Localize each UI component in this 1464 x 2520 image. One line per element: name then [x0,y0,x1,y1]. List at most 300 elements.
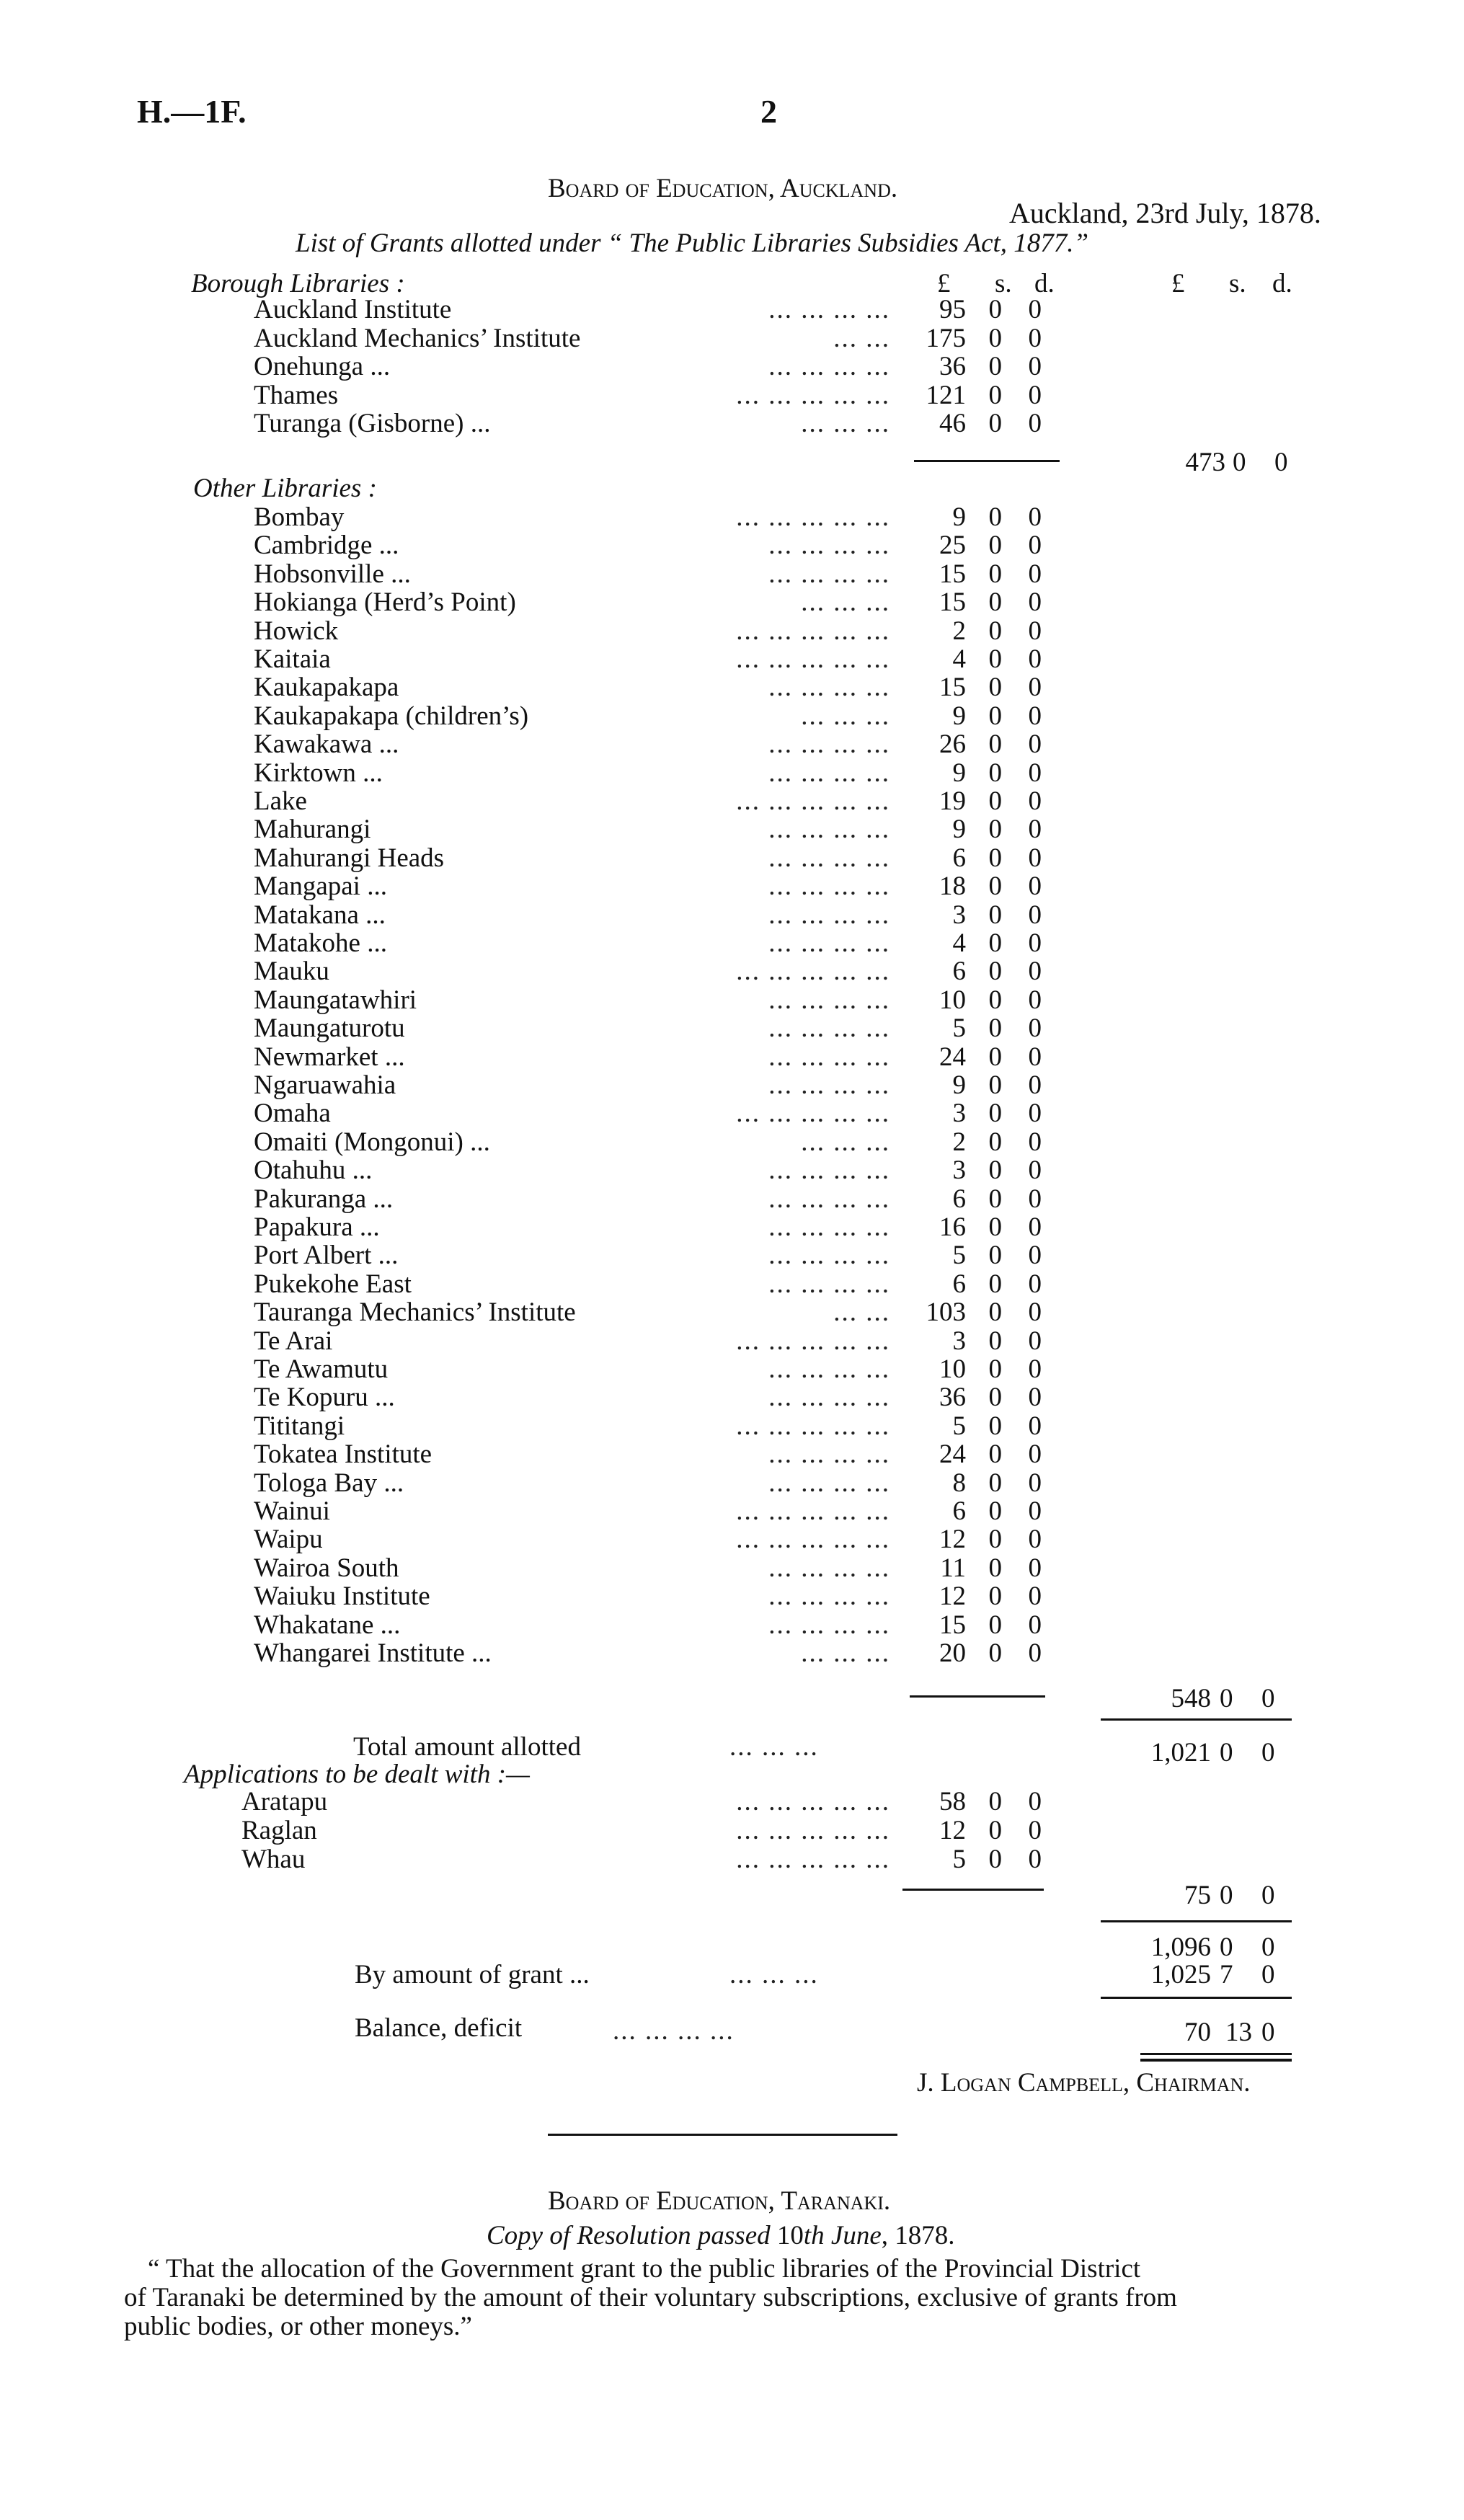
grand-total-rule [1101,1920,1292,1922]
auckland-dateline: Auckland, 23rd July, 1878. [1009,197,1321,229]
dot-leader: ... ... ... ... [768,1581,890,1612]
amount-pence: 0 [1028,1269,1042,1299]
resolution-subtitle [487,2220,955,2251]
amount-shillings: 0 [988,985,1002,1015]
dot-leader: ... ... ... ... ... [736,502,890,532]
amount-pence: 0 [1028,815,1042,845]
amount-pounds: 10 [939,985,966,1015]
total-allotted-shillings: 0 [1220,1738,1233,1767]
dot-leader: ... ... ... ... ... [736,644,890,674]
amount-shillings: 0 [988,1553,1002,1583]
amount-pence: 0 [1028,1411,1042,1441]
amount-pounds: 121 [926,380,966,410]
application-row [0,1788,1464,1816]
balance-pence: 0 [1261,2018,1275,2047]
amount-shillings: 0 [988,1326,1002,1356]
balance-label: Balance, deficit [355,2013,523,2043]
borough-library-row [0,409,1464,438]
resolution-text-line-1: “ That the allocation of the Government grant to the public libraries of the Provincial District [148,2254,1141,2284]
amount-shillings: 0 [988,928,1002,958]
amount-shillings: 0 [988,409,1002,438]
amount-pence: 0 [1028,957,1042,987]
amount-pence: 0 [1028,1241,1042,1271]
amount-pence: 0 [1028,295,1042,324]
amount-shillings: 0 [988,1127,1002,1157]
dot-leader: ... ... ... ... ... [736,957,890,987]
other-library-row [0,1185,1464,1214]
library-name: Thames [254,380,339,410]
library-name: Omaha [254,1099,331,1129]
other-total-pounds: 548 [1171,1684,1211,1713]
amount-pounds: 6 [952,843,966,873]
dot-leader: ... ... ... ... [768,1383,890,1413]
library-name: Waiuku Institute [254,1581,430,1612]
dot-leader: ... ... ... ... [768,815,890,845]
grand-total-shillings: 0 [1220,1933,1233,1962]
amount-pounds: 15 [939,559,966,589]
amount-shillings: 0 [988,701,1002,731]
library-name: Tologa Bay ... [254,1468,404,1498]
other-library-row [0,759,1464,788]
amount-pence: 0 [1028,758,1042,788]
dot-leader: ... ... ... ... [768,531,890,561]
dot-leader: ... ... ... ... [768,673,890,703]
amount-pence: 0 [1028,1845,1042,1874]
other-library-row [0,815,1464,844]
amount-shillings: 0 [988,871,1002,902]
resolution-subtitle-prefix: Copy of Resolution passed [487,2221,777,2250]
dot-leader: ... ... ... ... [768,1269,890,1299]
other-library-row [0,1213,1464,1242]
library-name: Onehunga ... [254,352,391,381]
amount-pounds: 4 [952,644,966,674]
amount-pounds: 6 [952,1184,966,1214]
amount-pounds: 6 [952,1496,966,1526]
other-library-row [0,730,1464,759]
amount-pounds: 5 [952,1411,966,1441]
amount-shillings: 0 [988,1269,1002,1299]
dot-leader: ... ... ... ... ... [736,1099,890,1129]
auckland-signature: J. Logan Campbell, Chairman. [917,2068,1251,2098]
col-heading-pounds: £ [937,269,951,298]
other-library-row [0,1298,1464,1327]
amount-shillings: 0 [988,1070,1002,1100]
amount-pence: 0 [1028,1013,1042,1044]
amount-shillings: 0 [988,1241,1002,1271]
other-library-row [0,1327,1464,1356]
amount-pounds: 15 [939,1610,966,1640]
other-library-row [0,1128,1464,1157]
amount-pence: 0 [1028,587,1042,618]
total-allotted-label: Total amount allotted [353,1732,581,1762]
amount-pence: 0 [1028,673,1042,703]
amount-pence: 0 [1028,1787,1042,1816]
amount-shillings: 0 [988,644,1002,674]
amount-pence: 0 [1028,1212,1042,1242]
dot-leader: ... ... ... ... [768,1439,890,1470]
amount-pounds: 3 [952,1326,966,1356]
total-allotted-leader: ... ... ... [729,1732,819,1762]
library-name: Mahurangi [254,815,371,845]
library-name: Waipu [254,1525,323,1555]
borough-library-row [0,381,1464,410]
amount-pounds: 20 [939,1638,966,1668]
library-name: Kaitaia [254,644,331,674]
other-library-row [0,957,1464,986]
amount-shillings: 0 [988,843,1002,873]
amount-shillings: 0 [988,1468,1002,1498]
other-library-row [0,645,1464,674]
amount-shillings: 0 [988,900,1002,930]
col-heading-pence-total: d. [1272,269,1292,298]
amount-pence: 0 [1028,1184,1042,1214]
dot-leader: ... ... ... ... [768,1212,890,1242]
dot-leader: ... ... ... [801,409,890,438]
other-library-row [0,1611,1464,1640]
borough-total-pounds: 473 [1185,448,1225,477]
page-reference: H.—1F. [137,93,247,130]
amount-pounds: 3 [952,1099,966,1129]
amount-shillings: 0 [988,1610,1002,1640]
balance-double-rule-bottom [1140,2059,1292,2062]
applications-total-shillings: 0 [1220,1881,1233,1910]
library-name: Bombay [254,502,345,532]
application-row [0,1845,1464,1874]
by-grant-shillings: 7 [1220,1960,1233,1989]
amount-pence: 0 [1028,502,1042,532]
library-name: Whau [241,1845,306,1874]
library-name: Papakura ... [254,1212,380,1242]
amount-pence: 0 [1028,1297,1042,1328]
amount-shillings: 0 [988,1383,1002,1413]
library-name: Mangapai ... [254,871,387,902]
amount-pounds: 36 [939,1383,966,1413]
amount-pounds: 103 [926,1297,966,1328]
other-library-row [0,1355,1464,1384]
amount-pounds: 9 [952,815,966,845]
dot-leader: ... ... ... ... [768,1241,890,1271]
dot-leader: ... ... ... ... ... [736,1845,890,1874]
amount-pence: 0 [1028,1816,1042,1845]
amount-pence: 0 [1028,1326,1042,1356]
other-library-row [0,1156,1464,1185]
dot-leader: ... ... ... ... [768,1610,890,1640]
other-library-row [0,787,1464,816]
amount-shillings: 0 [988,1155,1002,1186]
grand-total-pence: 0 [1261,1933,1275,1962]
other-library-row [0,1071,1464,1100]
dot-leader: ... ... ... ... ... [736,1326,890,1356]
library-name: Kawakawa ... [254,729,399,760]
page-number: 2 [760,93,777,130]
amount-pounds: 8 [952,1468,966,1498]
library-name: Te Kopuru ... [254,1383,395,1413]
amount-pence: 0 [1028,644,1042,674]
amount-pence: 0 [1028,871,1042,902]
other-library-row [0,986,1464,1015]
library-name: Auckland Mechanics’ Institute [254,323,581,353]
dot-leader: ... ... ... ... [768,1042,890,1072]
amount-pence: 0 [1028,323,1042,353]
library-name: Port Albert ... [254,1241,399,1271]
library-name: Wainui [254,1496,330,1526]
by-grant-pence: 0 [1261,1960,1275,1989]
amount-shillings: 0 [988,559,1002,589]
borough-subtotal-rule [914,460,1060,462]
library-name: Cambridge ... [254,531,399,561]
dot-leader: ... ... ... ... [768,928,890,958]
library-name: Tauranga Mechanics’ Institute [254,1297,576,1328]
other-library-row [0,1525,1464,1554]
by-grant-leader: ... ... ... [729,1960,819,1989]
library-name: Te Awamutu [254,1354,389,1384]
library-name: Howick [254,616,339,646]
col-heading-shillings-total: s. [1229,269,1246,298]
amount-pounds: 2 [952,616,966,646]
grand-total-pounds: 1,096 [1150,1933,1211,1962]
library-name: Kirktown ... [254,758,383,788]
amount-pounds: 10 [939,1354,966,1384]
dot-leader: ... ... ... [801,701,890,731]
amount-pence: 0 [1028,985,1042,1015]
amount-shillings: 0 [988,1184,1002,1214]
amount-shillings: 0 [988,1787,1002,1816]
amount-shillings: 0 [988,1099,1002,1129]
amount-pounds: 16 [939,1212,966,1242]
amount-pounds: 5 [952,1241,966,1271]
amount-pounds: 175 [926,323,966,353]
amount-pounds: 12 [939,1581,966,1612]
dot-leader: ... ... ... ... [768,758,890,788]
amount-pence: 0 [1028,1354,1042,1384]
dot-leader: ... ... ... ... [768,1184,890,1214]
dot-leader: ... ... ... ... ... [736,786,890,816]
amount-pence: 0 [1028,559,1042,589]
library-name: Lake [254,786,307,816]
amount-pounds: 12 [939,1525,966,1555]
amount-pounds: 9 [952,701,966,731]
amount-pence: 0 [1028,1155,1042,1186]
total-allotted-pounds: 1,021 [1150,1738,1211,1767]
section-separator [548,2134,897,2136]
library-name: Pakuranga ... [254,1184,394,1214]
amount-pence: 0 [1028,900,1042,930]
amount-shillings: 0 [988,323,1002,353]
amount-pounds: 46 [939,409,966,438]
other-library-row [0,929,1464,958]
amount-pounds: 12 [939,1816,966,1845]
dot-leader: ... ... ... ... [768,1354,890,1384]
amount-pounds: 25 [939,531,966,561]
balance-shillings: 13 [1225,2018,1252,2047]
dot-leader: ... ... ... ... [768,559,890,589]
grants-list-title: List of Grants allotted under “ The Public Libraries Subsidies Act, 1877.” [296,229,1089,258]
dot-leader: ... ... ... ... ... [736,1787,890,1816]
library-name: Otahuhu ... [254,1155,373,1186]
amount-pounds: 2 [952,1127,966,1157]
total-allotted-pence: 0 [1261,1738,1275,1767]
amount-pence: 0 [1028,1099,1042,1129]
library-name: Raglan [241,1816,317,1845]
amount-pence: 0 [1028,380,1042,410]
library-name: Matakohe ... [254,928,387,958]
application-row [0,1816,1464,1845]
amount-shillings: 0 [988,1013,1002,1044]
dot-leader: ... ... ... ... [768,1553,890,1583]
other-library-row [0,1497,1464,1526]
amount-pence: 0 [1028,701,1042,731]
taranaki-board-heading: Board of Education, Taranaki. [548,2186,891,2216]
library-name: Tokatea Institute [254,1439,432,1470]
other-library-row [0,1383,1464,1412]
amount-shillings: 0 [988,1297,1002,1328]
dot-leader: ... ... ... ... ... [736,1411,890,1441]
amount-pence: 0 [1028,1553,1042,1583]
borough-total-shillings: 0 [1233,448,1246,477]
applications-total-pence: 0 [1261,1881,1275,1910]
amount-pounds: 3 [952,1155,966,1186]
amount-pounds: 9 [952,1070,966,1100]
amount-shillings: 0 [988,673,1002,703]
dot-leader: ... ... ... ... ... [736,616,890,646]
amount-shillings: 0 [988,1439,1002,1470]
amount-shillings: 0 [988,531,1002,561]
amount-shillings: 0 [988,758,1002,788]
library-name: Omaiti (Mongonui) ... [254,1127,490,1157]
library-name: Mahurangi Heads [254,843,445,873]
library-name: Te Arai [254,1326,333,1356]
dot-leader: ... ... ... ... ... [736,1816,890,1845]
col-heading-pence: d. [1034,269,1055,298]
dot-leader: ... ... ... ... [768,843,890,873]
other-library-row [0,702,1464,731]
dot-leader: ... ... ... [801,1127,890,1157]
amount-shillings: 0 [988,1212,1002,1242]
amount-shillings: 0 [988,1638,1002,1668]
dot-leader: ... ... ... ... [768,1013,890,1044]
amount-pounds: 36 [939,352,966,381]
amount-pence: 0 [1028,729,1042,760]
amount-pence: 0 [1028,616,1042,646]
other-library-row [0,1270,1464,1299]
library-name: Kaukapakapa (children’s) [254,701,529,731]
other-library-row [0,1639,1464,1668]
library-name: Hobsonville ... [254,559,411,589]
library-name: Maungatawhiri [254,985,417,1015]
library-name: Newmarket ... [254,1042,405,1072]
library-name: Aratapu [241,1787,328,1816]
resolution-text-line-3: public bodies, or other moneys.” [124,2312,472,2341]
by-grant-pounds: 1,025 [1150,1960,1211,1989]
amount-shillings: 0 [988,295,1002,324]
other-library-row [0,901,1464,930]
resolution-subtitle-month: th June [803,2221,882,2250]
amount-pounds: 24 [939,1042,966,1072]
amount-pence: 0 [1028,1070,1042,1100]
allotted-rule [1101,1718,1292,1721]
amount-pounds: 58 [939,1787,966,1816]
amount-shillings: 0 [988,352,1002,381]
dot-leader: ... ... ... ... ... [736,380,890,410]
balance-leader: ... ... ... ... [613,2016,735,2046]
dot-leader: ... ... ... ... [768,729,890,760]
amount-shillings: 0 [988,380,1002,410]
amount-pence: 0 [1028,1468,1042,1498]
other-library-row [0,1440,1464,1469]
other-library-row [0,503,1464,532]
balance-rule [1101,1997,1292,1999]
amount-pence: 0 [1028,1439,1042,1470]
dot-leader: ... ... ... ... [768,1468,890,1498]
dot-leader: ... ... ... [801,1638,890,1668]
amount-shillings: 0 [988,1581,1002,1612]
amount-pence: 0 [1028,843,1042,873]
amount-shillings: 0 [988,815,1002,845]
amount-pounds: 26 [939,729,966,760]
applications-total-pounds: 75 [1184,1881,1211,1910]
other-library-row [0,560,1464,589]
auckland-board-heading: Board of Education, Auckland. [548,174,898,203]
balance-pounds: 70 [1184,2018,1211,2047]
amount-pence: 0 [1028,1496,1042,1526]
amount-pounds: 4 [952,928,966,958]
library-name: Auckland Institute [254,295,452,324]
amount-pence: 0 [1028,928,1042,958]
amount-shillings: 0 [988,729,1002,760]
borough-total-pence: 0 [1274,448,1288,477]
dot-leader: ... ... ... ... [768,295,890,324]
amount-shillings: 0 [988,1042,1002,1072]
amount-pounds: 5 [952,1013,966,1044]
resolution-subtitle-day: 10 [776,2221,804,2250]
resolution-subtitle-year: , 1878. [881,2221,955,2250]
amount-shillings: 0 [988,1411,1002,1441]
amount-shillings: 0 [988,1496,1002,1526]
by-grant-label: By amount of grant ... [355,1960,590,1989]
amount-shillings: 0 [988,502,1002,532]
other-library-row [0,588,1464,617]
amount-shillings: 0 [988,957,1002,987]
library-name: Tititangi [254,1411,345,1441]
amount-pounds: 6 [952,957,966,987]
library-name: Whangarei Institute ... [254,1638,492,1668]
library-name: Ngaruawahia [254,1070,396,1100]
amount-pence: 0 [1028,1127,1042,1157]
borough-library-row [0,324,1464,353]
amount-pounds: 95 [939,295,966,324]
amount-shillings: 0 [988,1354,1002,1384]
other-library-row [0,1582,1464,1611]
amount-shillings: 0 [988,616,1002,646]
library-name: Hokianga (Herd’s Point) [254,587,516,618]
library-name: Mauku [254,957,329,987]
applications-subtotal-rule [902,1889,1044,1891]
dot-leader: ... ... [833,323,890,353]
amount-pounds: 24 [939,1439,966,1470]
other-library-row [0,1469,1464,1498]
amount-pounds: 9 [952,758,966,788]
amount-pence: 0 [1028,786,1042,816]
other-library-row [0,1099,1464,1128]
library-name: Maungaturotu [254,1013,405,1044]
balance-double-rule-top [1140,2053,1292,2055]
amount-pence: 0 [1028,1383,1042,1413]
dot-leader: ... ... ... ... [768,1070,890,1100]
resolution-text-line-2: of Taranaki be determined by the amount of their voluntary subscriptions, exclusive of grants from [124,2283,1177,2312]
other-libraries-heading: Other Libraries : [193,474,377,503]
other-library-row [0,844,1464,873]
amount-pounds: 5 [952,1845,966,1874]
